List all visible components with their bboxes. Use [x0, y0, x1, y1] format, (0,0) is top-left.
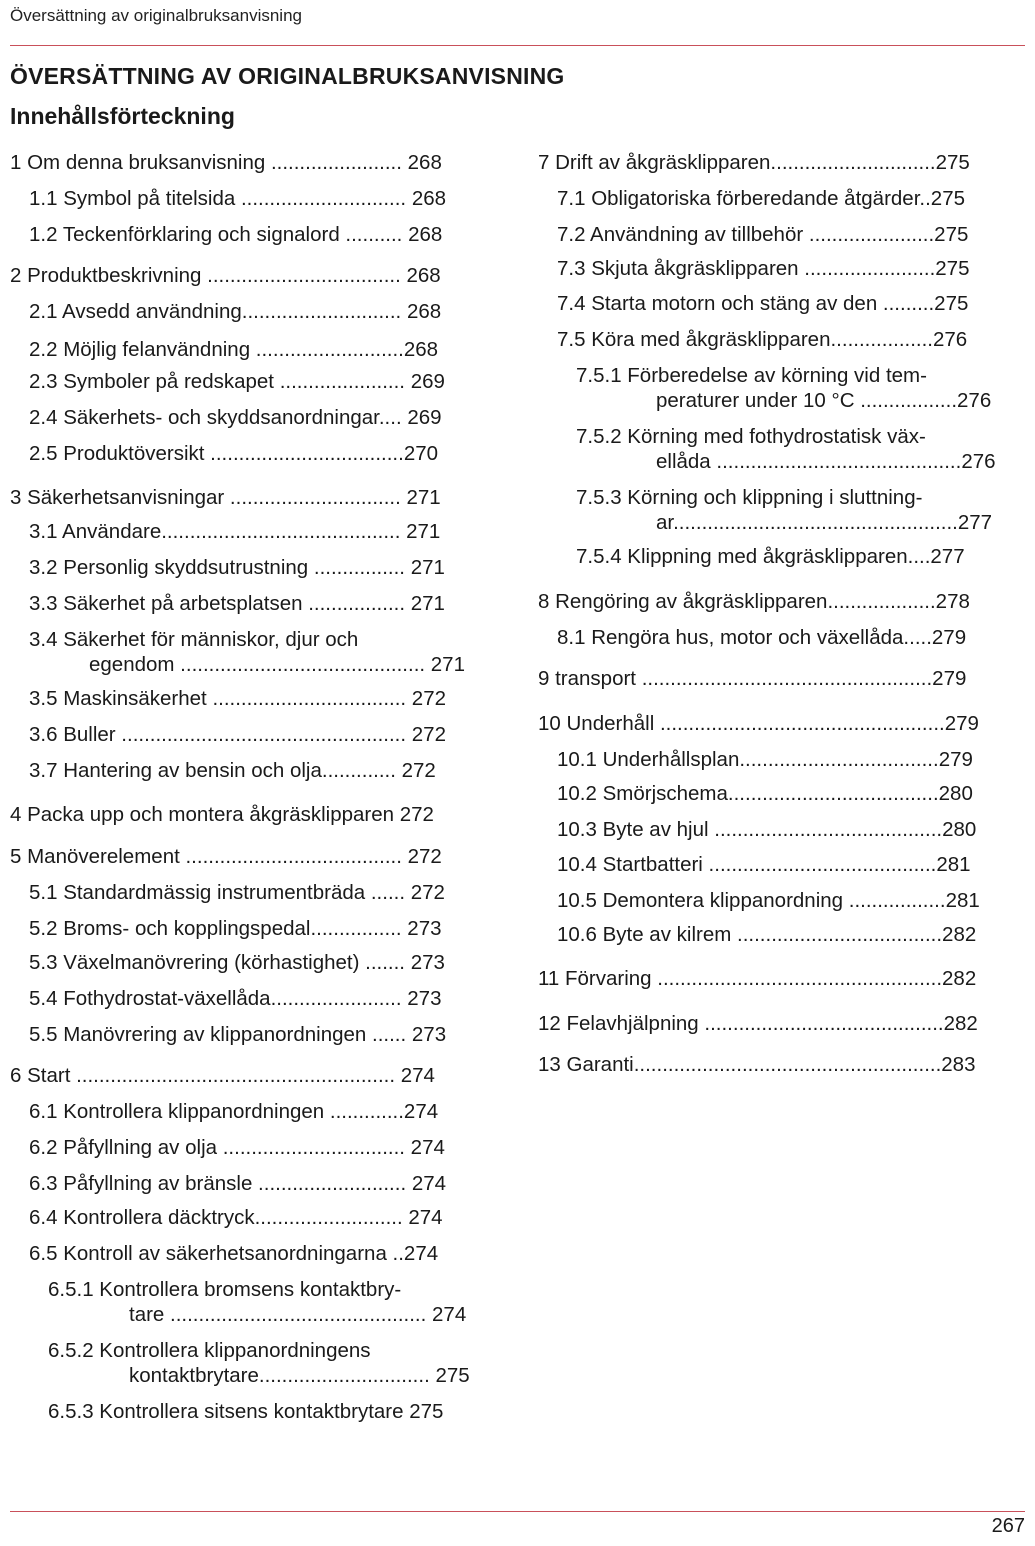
toc-entry-text: 3.2 Personlig skyddsutrustning ................ 271: [29, 556, 445, 579]
toc-entry-continuation: egendom ........................................... 271: [89, 653, 465, 676]
header-rule: [10, 45, 1025, 46]
toc-entry-text: 7.5.2 Körning med fothydrostatisk väx-: [576, 425, 926, 448]
toc-entry[interactable]: [576, 363, 991, 413]
toc-entry[interactable]: [29, 986, 441, 1011]
toc-entry-text: 1 Om denna bruksanvisning ....................... 268: [10, 151, 442, 174]
toc-entry[interactable]: [29, 722, 446, 747]
toc-entry-text: 6.5.1 Kontrollera bromsens kontaktbry-: [48, 1278, 402, 1301]
toc-entry[interactable]: [29, 555, 445, 580]
toc-entry-text: 10.1 Underhållsplan...................................279: [557, 748, 973, 771]
toc-entry-text: 5.4 Fothydrostat-växellåda....................... 273: [29, 987, 442, 1010]
toc-entry[interactable]: [29, 519, 440, 544]
toc-heading: Innehållsförteckning: [10, 103, 235, 129]
toc-entry-text: 3.1 Användare.......................................... 271: [29, 520, 441, 543]
toc-entry-continuation: ellåda ...........................................276: [656, 450, 996, 473]
toc-entry[interactable]: [29, 1135, 445, 1160]
toc-entry-text: 1.1 Symbol på titelsida ............................. 268: [29, 187, 447, 210]
toc-entry[interactable]: [557, 625, 966, 650]
footer-rule: [10, 1511, 1025, 1512]
toc-entry[interactable]: [29, 686, 446, 711]
toc-entry[interactable]: [29, 1171, 446, 1196]
toc-entry-text: 2.3 Symboler på redskapet ...................... 269: [29, 370, 445, 393]
toc-entry-text: 7.5.4 Klippning med åkgräsklipparen....277: [576, 545, 965, 568]
page-number: 267: [991, 1515, 1025, 1537]
toc-entry[interactable]: [10, 1063, 435, 1088]
toc-entry[interactable]: [10, 485, 441, 510]
toc-entry-text: 6.5.3 Kontrollera sitsens kontaktbrytare 275: [48, 1400, 444, 1423]
toc-entry-text: 3.6 Buller .................................................. 272: [29, 723, 446, 746]
toc-entry[interactable]: [538, 1011, 978, 1036]
toc-entry[interactable]: [29, 591, 445, 616]
toc-entry-text: 10.3 Byte av hjul ........................................280: [557, 818, 977, 841]
toc-entry[interactable]: [576, 544, 965, 569]
toc-entry[interactable]: [29, 441, 438, 466]
toc-entry[interactable]: [557, 852, 971, 877]
toc-entry[interactable]: [557, 186, 965, 211]
toc-entry[interactable]: [557, 256, 969, 281]
toc-entry-text: 1.2 Teckenförklaring och signalord .......... 268: [29, 223, 443, 246]
toc-entry[interactable]: [557, 222, 968, 247]
toc-entry[interactable]: [557, 888, 980, 913]
toc-entry[interactable]: [29, 337, 438, 362]
toc-entry[interactable]: [29, 222, 442, 247]
toc-entry-text: 7.5 Köra med åkgräsklipparen..................276: [557, 328, 968, 351]
toc-entry-text: 7.1 Obligatoriska förberedande åtgärder..275: [557, 187, 965, 210]
toc-entry-text: 6.2 Påfyllning av olja ................................ 274: [29, 1136, 445, 1159]
toc-entry-text: 2 Produktbeskrivning .................................. 268: [10, 264, 441, 287]
toc-entry[interactable]: [29, 1241, 438, 1266]
toc-entry[interactable]: [557, 922, 976, 947]
toc-entry-text: 6.3 Påfyllning av bränsle .......................... 274: [29, 1172, 447, 1195]
toc-entry-text: 7.2 Användning av tillbehör ......................275: [557, 223, 969, 246]
toc-entry[interactable]: [538, 1052, 976, 1077]
toc-entry-text: 2.2 Möjlig felanvändning ..........................268: [29, 338, 439, 361]
toc-entry-text: 6.4 Kontrollera däcktryck.......................... 274: [29, 1206, 443, 1229]
toc-entry[interactable]: [29, 1022, 446, 1047]
toc-entry-text: 8 Rengöring av åkgräsklipparen...................278: [538, 590, 970, 613]
toc-entry-text: 10.2 Smörjschema.....................................280: [557, 782, 973, 805]
toc-entry[interactable]: [29, 299, 441, 324]
toc-entry-text: 4 Packa upp och montera åkgräsklipparen 272: [10, 803, 434, 826]
toc-entry-text: 10.5 Demontera klippanordning .................281: [557, 889, 980, 912]
toc-entry-text: 3 Säkerhetsanvisningar .............................. 271: [10, 486, 441, 509]
toc-entry-text: 10.6 Byte av kilrem ....................................282: [557, 923, 977, 946]
document-title: ÖVERSÄTTNING AV ORIGINALBRUKSANVISNING: [10, 63, 565, 89]
toc-entry[interactable]: [538, 589, 970, 614]
toc-entry[interactable]: [29, 950, 445, 975]
toc-entry-text: 2.1 Avsedd användning............................ 268: [29, 300, 442, 323]
toc-entry-text: 5 Manöverelement ...................................... 272: [10, 845, 442, 868]
toc-entry[interactable]: [29, 1205, 443, 1230]
toc-entry-continuation: kontaktbrytare.............................. 275: [129, 1364, 470, 1387]
toc-entry[interactable]: [557, 781, 973, 806]
toc-entry[interactable]: [29, 916, 442, 941]
toc-entry[interactable]: [538, 966, 976, 991]
toc-entry[interactable]: [557, 747, 973, 772]
toc-entry-continuation: tare ............................................. 274: [129, 1303, 467, 1326]
toc-entry-text: 3.3 Säkerhet på arbetsplatsen ................. 271: [29, 592, 445, 615]
toc-entry-text: 7.5.1 Förberedelse av körning vid tem-: [576, 364, 927, 387]
toc-entry-text: 12 Felavhjälpning ..........................................282: [538, 1012, 978, 1035]
toc-entry[interactable]: [29, 758, 436, 783]
toc-entry[interactable]: [48, 1277, 466, 1327]
toc-entry-text: 5.2 Broms- och kopplingspedal................ 273: [29, 917, 442, 940]
toc-entry[interactable]: [557, 327, 967, 352]
toc-entry[interactable]: [29, 369, 445, 394]
toc-entry[interactable]: [538, 666, 966, 691]
toc-entry[interactable]: [576, 424, 996, 474]
toc-entry[interactable]: [29, 1099, 438, 1124]
toc-entry-text: 3.5 Maskinsäkerhet .................................. 272: [29, 687, 446, 710]
toc-entry[interactable]: [29, 627, 465, 677]
toc-entry[interactable]: [10, 150, 442, 175]
toc-entry-text: 7 Drift av åkgräsklipparen.............................275: [538, 151, 970, 174]
toc-entry[interactable]: [10, 844, 442, 869]
toc-entry-text: 10 Underhåll ..................................................279: [538, 712, 979, 735]
toc-entry[interactable]: [29, 186, 446, 211]
toc-entry[interactable]: [48, 1338, 470, 1388]
toc-entry[interactable]: [29, 405, 442, 430]
toc-entry-text: 6.1 Kontrollera klippanordningen .............274: [29, 1100, 439, 1123]
toc-entry-continuation: peraturer under 10 °C .................276: [656, 389, 992, 412]
toc-entry-text: 5.5 Manövrering av klippanordningen ...... 273: [29, 1023, 447, 1046]
toc-entry-text: 6.5 Kontroll av säkerhetsanordningarna ..274: [29, 1242, 439, 1265]
running-header: Översättning av originalbruksanvisning: [10, 6, 302, 25]
toc-entry-text: 11 Förvaring ..................................................282: [538, 967, 977, 990]
toc-entry-continuation: ar..................................................277: [656, 511, 993, 534]
toc-entry-text: 7.5.3 Körning och klippning i sluttning-: [576, 486, 923, 509]
toc-entry[interactable]: [538, 150, 970, 175]
toc-entry[interactable]: [29, 880, 445, 905]
toc-entry-text: 6 Start ........................................................ 274: [10, 1064, 435, 1087]
toc-entry[interactable]: [10, 263, 441, 288]
toc-entry-text: 7.3 Skjuta åkgräsklipparen .......................275: [557, 257, 970, 280]
toc-entry[interactable]: [557, 291, 968, 316]
toc-entry-text: 2.5 Produktöversikt ..................................270: [29, 442, 439, 465]
toc-entry-text: 9 transport ...................................................279: [538, 667, 967, 690]
toc-entry-text: 5.3 Växelmanövrering (körhastighet) ....... 273: [29, 951, 445, 974]
toc-entry-text: 3.4 Säkerhet för människor, djur och: [29, 628, 359, 651]
toc-entry-text: 8.1 Rengöra hus, motor och växellåda.....279: [557, 626, 967, 649]
toc-entry-text: 2.4 Säkerhets- och skyddsanordningar.... 269: [29, 406, 442, 429]
toc-entry[interactable]: [538, 711, 979, 736]
toc-entry-text: 6.5.2 Kontrollera klippanordningens: [48, 1339, 371, 1362]
toc-entry[interactable]: [48, 1399, 443, 1424]
toc-entry-text: 10.4 Startbatteri ........................................281: [557, 853, 971, 876]
toc-entry-text: 5.1 Standardmässig instrumentbräda ...... 272: [29, 881, 445, 904]
toc-entry-text: 3.7 Hantering av bensin och olja............. 272: [29, 759, 436, 782]
toc-entry-text: 13 Garanti......................................................283: [538, 1053, 976, 1076]
toc-entry[interactable]: [557, 817, 976, 842]
toc-entry-text: 7.4 Starta motorn och stäng av den .........275: [557, 292, 969, 315]
toc-entry[interactable]: [576, 485, 992, 535]
toc-entry[interactable]: [10, 802, 434, 827]
